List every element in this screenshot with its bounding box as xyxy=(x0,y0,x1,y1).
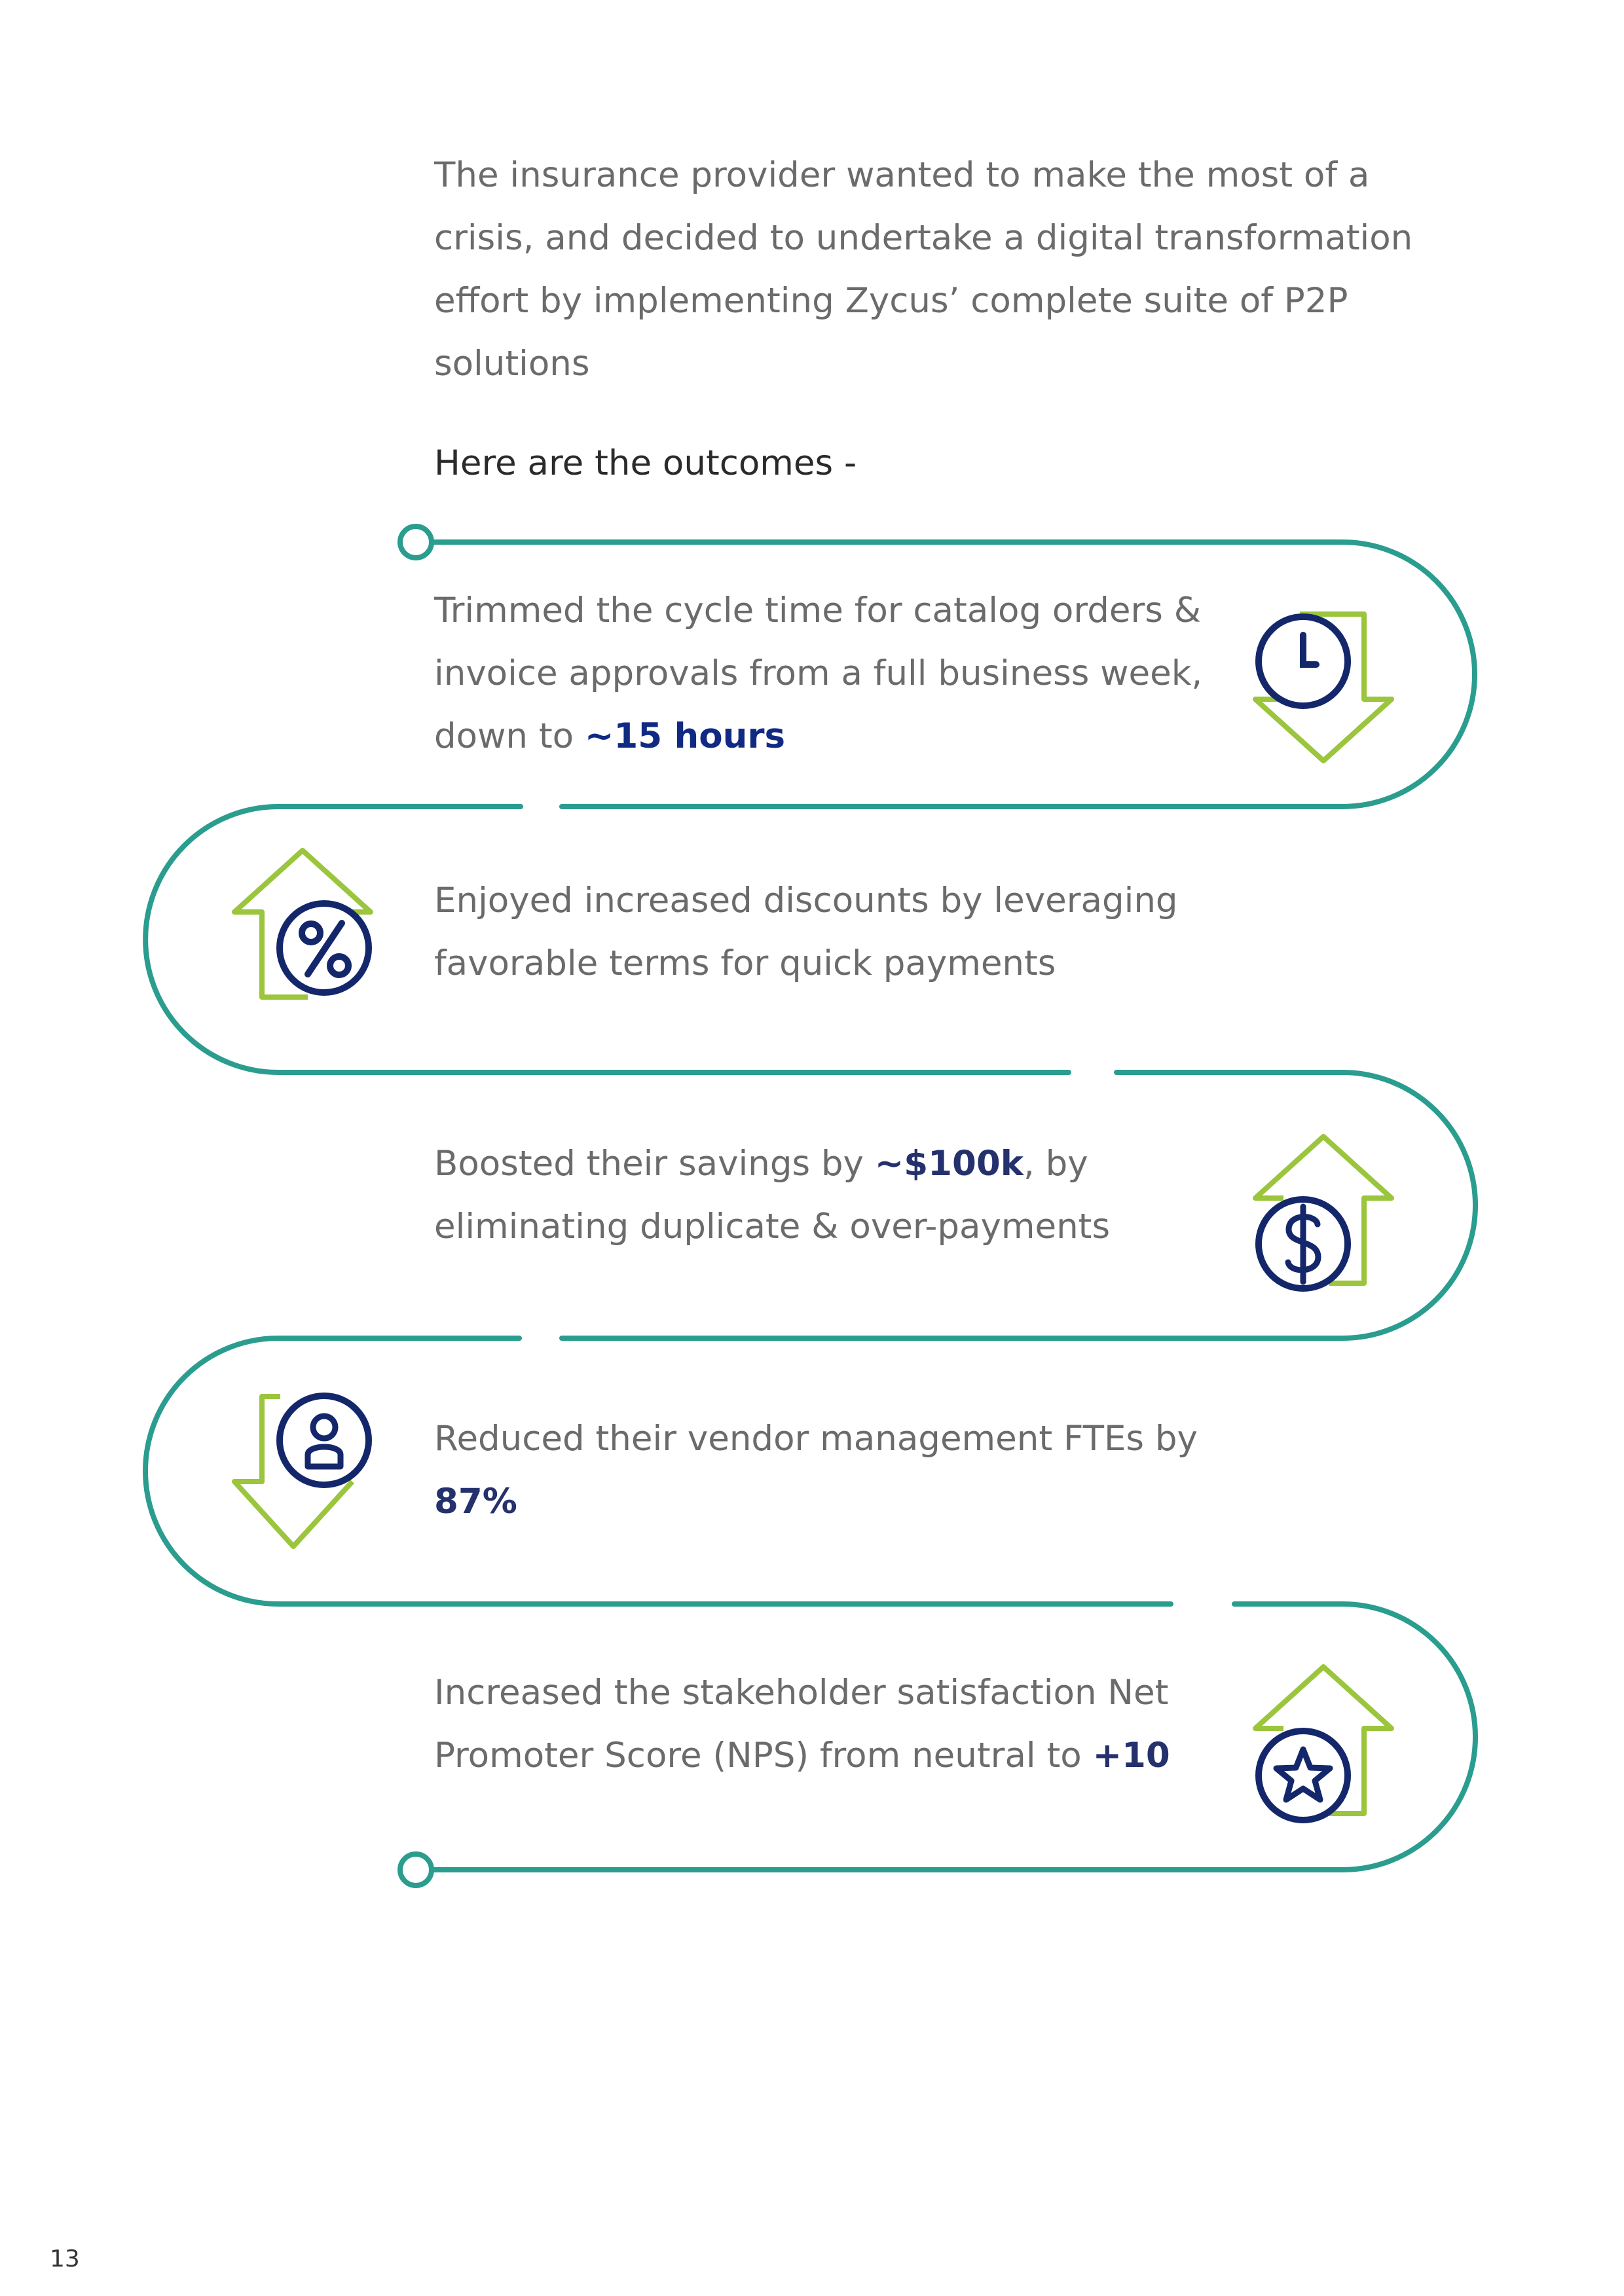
outcome-3-graphic xyxy=(1255,1137,1392,1288)
outcome-3-body-after: , by eliminating duplicate & over-payments xyxy=(434,1144,1111,1247)
outcome-4-body: Reduced their vendor management FTEs by xyxy=(434,1419,1198,1459)
outcome-1-text xyxy=(434,579,1259,768)
outcome-5-highlight: +10 xyxy=(1092,1736,1170,1776)
timeline-end-node xyxy=(400,1854,432,1886)
outcome-3-highlight: ~$100k xyxy=(874,1144,1024,1184)
outcome-3-body-before: Boosted their savings by xyxy=(434,1144,875,1184)
outcome-4-highlight: 87% xyxy=(434,1482,517,1522)
outcome-2-text xyxy=(434,869,1259,995)
outcome-2-graphic xyxy=(234,850,371,997)
outcomes-lead-in: Here are the outcomes - xyxy=(434,443,857,483)
outcome-4-text xyxy=(434,1408,1259,1533)
outcome-1-highlight: ~15 hours xyxy=(584,716,786,756)
outcome-5-text xyxy=(434,1662,1259,1787)
intro-paragraph: The insurance provider wanted to make the most of a crisis, and decided to undertake a digital transformation effort by implementing Zycus’ complete suite of P2P solutions xyxy=(434,155,1413,384)
outcome-1-body: Trimmed the cycle time for catalog orders & invoice approvals from a full business week, down to xyxy=(434,591,1203,756)
timeline-start-node xyxy=(400,526,432,558)
outcome-2-body: Enjoyed increased discounts by leveraging favorable terms for quick payments xyxy=(434,881,1178,983)
outcome-1-graphic xyxy=(1255,614,1392,761)
outcome-4-graphic xyxy=(234,1396,369,1546)
outcome-3-text xyxy=(434,1133,1259,1258)
outcome-5-graphic xyxy=(1255,1667,1392,1820)
outcome-5-body: Increased the stakeholder satisfaction Net Promoter Score (NPS) from neutral to xyxy=(434,1673,1169,1776)
page-number: 13 xyxy=(50,2246,80,2272)
